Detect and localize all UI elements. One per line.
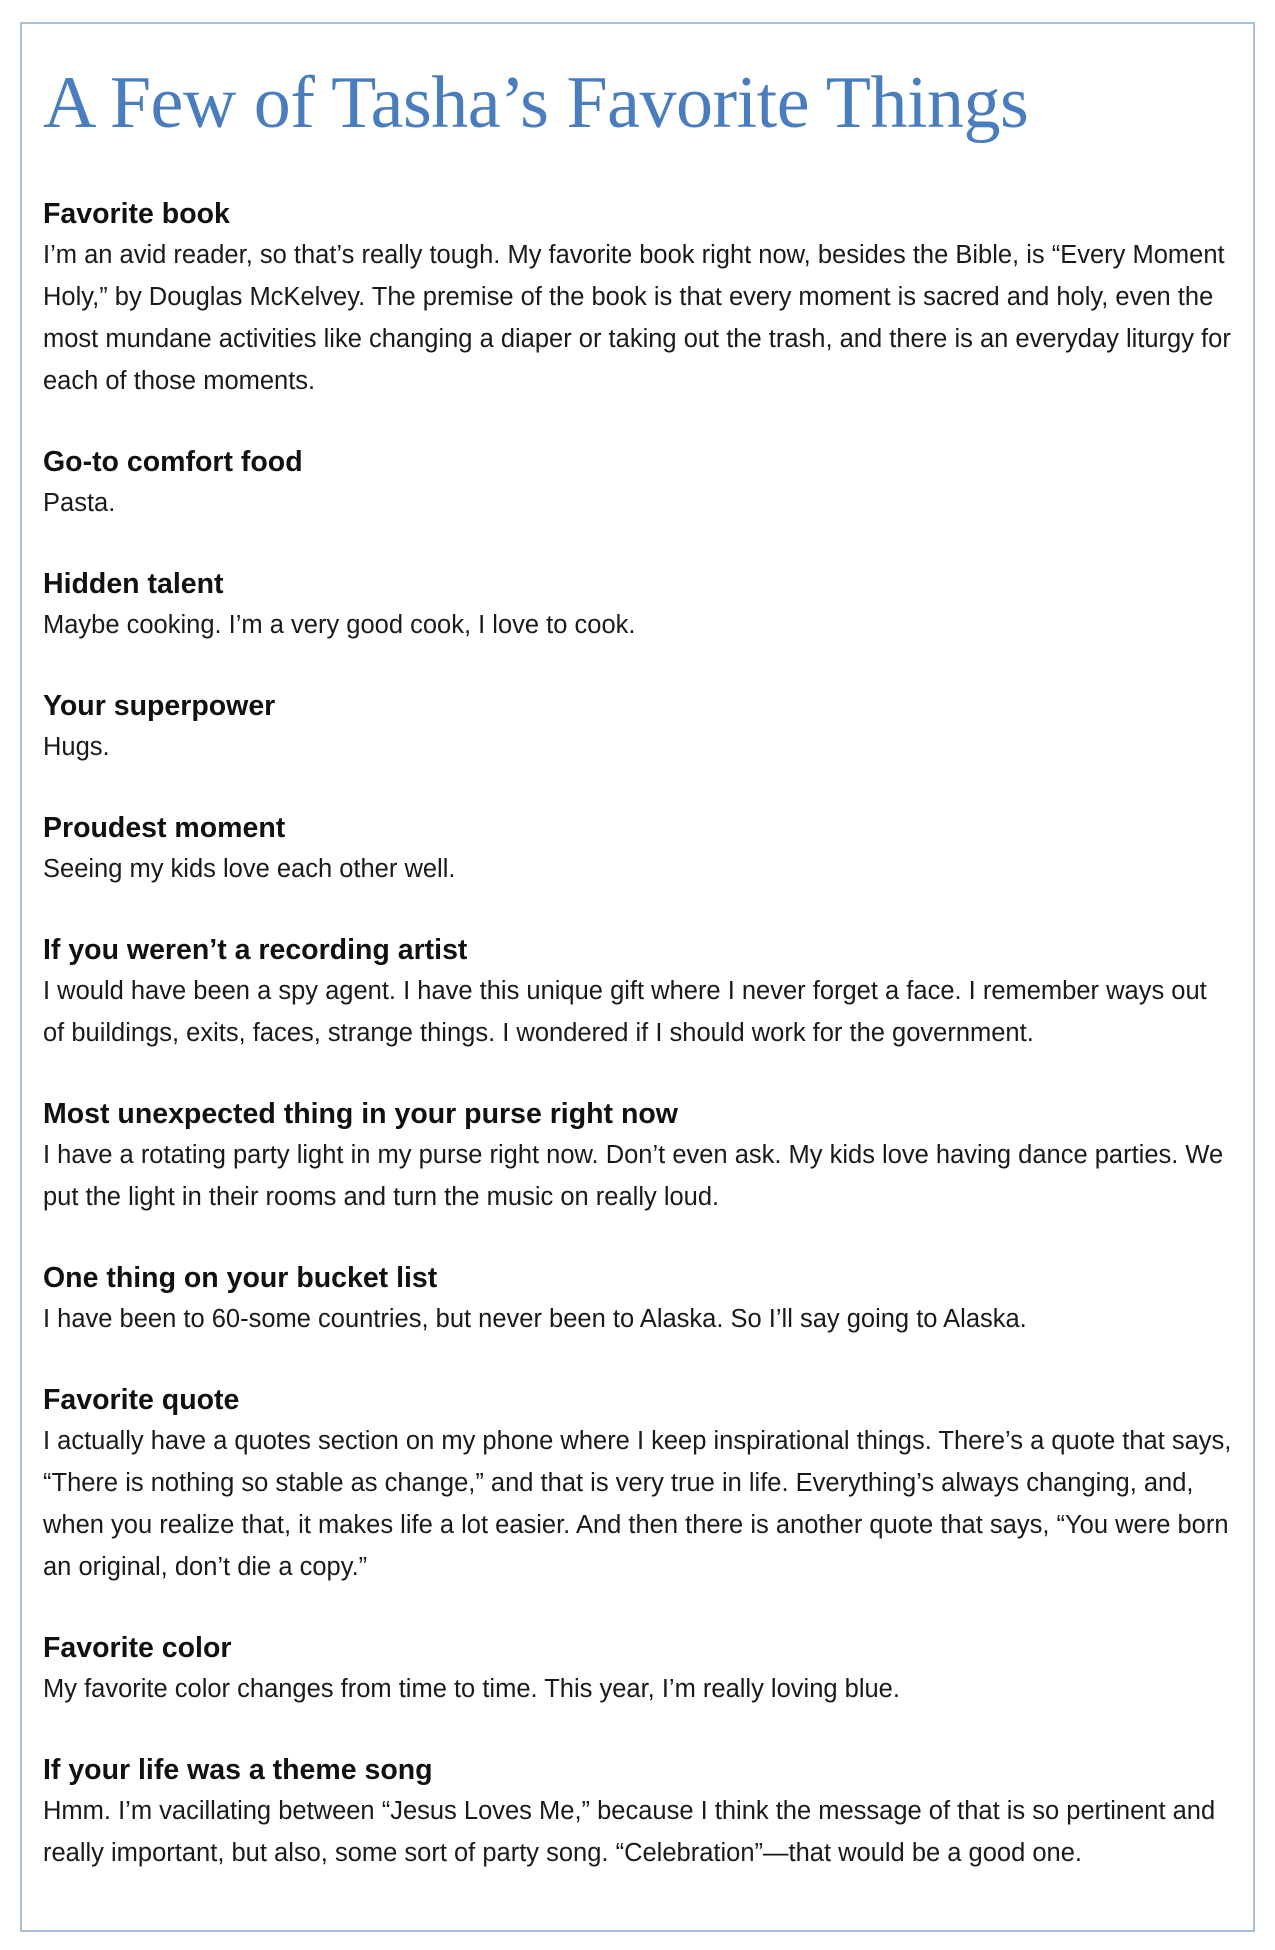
qa-item-bucket-list [43,1258,1233,1340]
answer-text: Hmm. I’m vacillating between “Jesus Loves Me,” because I think the message of that is so pertinent and really important, but also, some sort of party song. “Celebration”—that would be a good one. [43,1797,1216,1867]
answer-text: Maybe cooking. I’m a very good cook, I love to cook. [43,611,636,639]
question-heading: One thing on your bucket list [43,1262,438,1294]
qa-item-favorite-book [43,194,1233,402]
answer-text: I have a rotating party light in my purse right now. Don’t even ask. My kids love having dance parties. We put the light in their rooms and turn the music on really loud. [43,1141,1224,1211]
question-heading: Favorite quote [43,1384,240,1416]
question-heading: Favorite book [43,198,230,230]
question-heading: Your superpower [43,690,276,722]
qa-item-proudest-moment [43,808,1233,890]
answer-text: I would have been a spy agent. I have this unique gift where I never forget a face. I remember ways out of buildings, exits, faces, strange things. I wondered if I should work for the government. [43,977,1207,1047]
answer-text: Hugs. [43,733,110,761]
qa-item-recording-artist [43,930,1233,1054]
question-heading: If you weren’t a recording artist [43,934,468,966]
qa-item-favorite-quote [43,1380,1233,1588]
question-heading: Hidden talent [43,568,224,600]
answer-text: My favorite color changes from time to time. This year, I’m really loving blue. [43,1675,900,1703]
qa-item-favorite-color [43,1628,1233,1710]
answer-text: I actually have a quotes section on my phone where I keep inspirational things. There’s a quote that says, “There is nothing so stable as change,” and that is very true in life. Everything’s always changing, and, when you realize that, it makes life a lot easier. And then there is another quote that says, “You were born an original, don’t die a copy.” [43,1427,1232,1581]
question-heading: Favorite color [43,1632,232,1664]
answer-text: Seeing my kids love each other well. [43,855,456,883]
qa-item-superpower [43,686,1233,768]
question-heading: Go-to comfort food [43,446,303,478]
page-title: A Few of Tasha’s Favorite Things [43,62,1029,144]
qa-item-theme-song [43,1750,1233,1874]
question-heading: If your life was a theme song [43,1754,433,1786]
answer-text: Pasta. [43,489,116,517]
answer-text: I’m an avid reader, so that’s really tough. My favorite book right now, besides the Bible, is “Every Moment Holy,” by Douglas McKelvey. The premise of the book is that every moment is sacred and holy, even the most mundane activities like changing a diaper or taking out the trash, and there is an everyday liturgy for each of those moments. [43,241,1231,395]
article-content [43,58,1233,1914]
qa-item-purse [43,1094,1233,1218]
qa-item-hidden-talent [43,564,1233,646]
question-heading: Most unexpected thing in your purse right now [43,1098,678,1130]
qa-item-comfort-food [43,442,1233,524]
answer-text: I have been to 60-some countries, but never been to Alaska. So I’ll say going to Alaska. [43,1305,1027,1333]
question-heading: Proudest moment [43,812,286,844]
